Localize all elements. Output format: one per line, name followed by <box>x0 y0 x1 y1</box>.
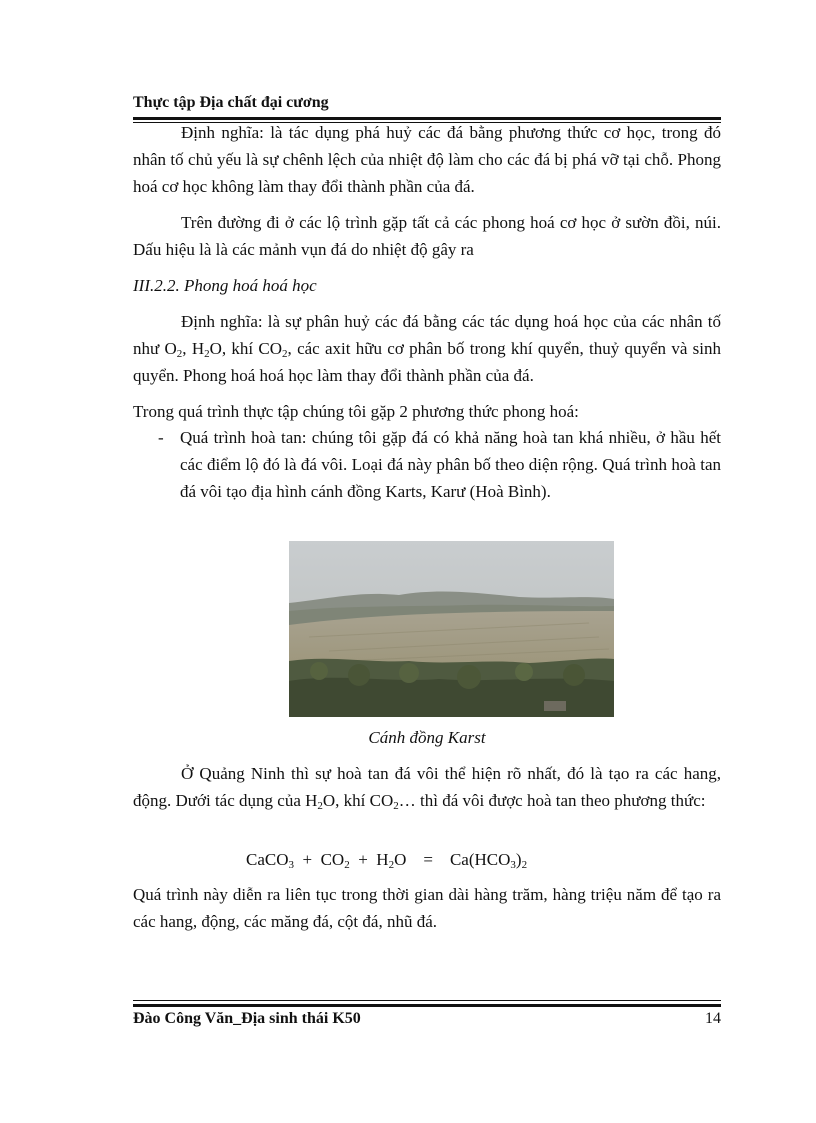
body-section-2 <box>133 760 721 814</box>
paragraph-chemical-definition: Định nghĩa: là sự phân huỷ các đá bằng các tác dụng hoá học của các nhân tố như $O_2$, $H_2O$, khí $CO_2$, các axit hữu cơ phân bố trong khí quyển, thuỷ quyển và sinh quyển. Phong hoá hoá học làm thay đổi thành phần của đá. <box>133 312 721 385</box>
chemical-equation: CaCO$_3$ + $CO_2 + H_2O$ = $Ca(HCO_3)_2$ <box>246 850 528 871</box>
section-heading: III.2.2. Phong hoá hoá học <box>133 276 317 295</box>
paragraph-quang-ninh: Ở Quảng Ninh thì sự hoà tan đá vôi thể hiện rõ nhất, đó là tạo ra các hang, động. Dưới tác dụng của $H_2O$, khí $CO_2\dots$ thì đá vôi được hoà tan theo phương thức: <box>133 764 721 812</box>
page-number: 14 <box>705 1010 721 1027</box>
paragraph-mechanical-definition: Định nghĩa: là tác dụng phá huỷ các đá bằng phương thức cơ học, trong đó nhân tố chủ yếu là sự chênh lệch của nhiệt độ làm cho các đá bị phá vỡ tại chỗ. Phong hoá cơ học không làm thay đổi thành phần của đá. <box>133 123 721 196</box>
header-title: Thực tập Địa chất đại cương <box>133 94 329 111</box>
figure-caption: Cánh đồng Karst <box>368 728 486 747</box>
bullet-dash: - <box>158 428 164 447</box>
paragraph-conclusion: Quá trình này diễn ra liên tục trong thời gian dài hàng trăm, hàng triệu năm để tạo ra các hang, động, các măng đá, cột đá, nhũ đá. <box>133 885 721 931</box>
body-section-1 <box>133 119 721 425</box>
footer-rule-thin <box>133 1000 721 1001</box>
bullet-item-dissolution <box>158 424 721 505</box>
body-section-3 <box>133 881 721 935</box>
karst-field-photo-image <box>289 541 614 717</box>
bullet-text: Quá trình hoà tan: chúng tôi gặp đá có khả năng hoà tan khá nhiều, ở hầu hết các điểm lộ đó là đá vôi. Loại đá này phân bố theo diện rộng. Quá trình hoà tan đá vôi tạo địa hình cánh đồng Karts, Karư (Hoà Bình). <box>180 428 721 501</box>
paragraph-field-observation: Trên đường đi ở các lộ trình gặp tất cả các phong hoá cơ học ở sườn đồi, núi. Dấu hiệu là là các mảnh vụn đá do nhiệt độ gây ra <box>133 213 721 259</box>
karst-field-photo <box>289 541 614 717</box>
paragraph-two-methods: Trong quá trình thực tập chúng tôi gặp 2 phương thức phong hoá: <box>133 402 579 421</box>
footer-rule-thick <box>133 1004 721 1007</box>
footer-author: Đào Công Văn_Địa sinh thái K50 <box>133 1010 361 1027</box>
